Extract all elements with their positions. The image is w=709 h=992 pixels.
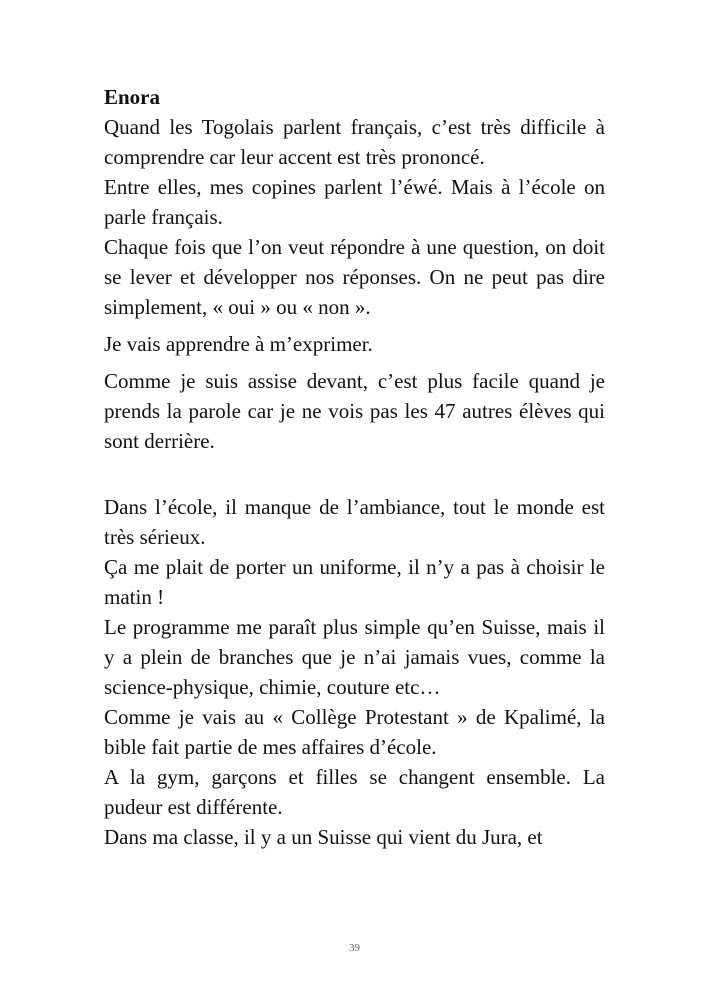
paragraph-ewe: Entre elles, mes copines parlent l’éwé. Mais à l’école on parle français. bbox=[104, 175, 605, 229]
paragraph-accent: Quand les Togolais parlent français, c’est très difficile à comprendre car leur accent est très prononcé. bbox=[104, 115, 605, 169]
paragraph-uniform: Ça me plait de porter un uniforme, il n’y a pas à choisir le matin ! bbox=[104, 555, 605, 609]
paragraph-ambiance: Dans l’école, il manque de l’ambiance, tout le monde est très sérieux. bbox=[104, 495, 605, 549]
paragraph-express: Je vais apprendre à m’exprimer. bbox=[104, 332, 373, 356]
paragraph-seat: Comme je suis assise devant, c’est plus facile quand je prends la parole car je ne vois pas les 47 autres élèves qui sont derrière. bbox=[104, 369, 605, 453]
paragraph-answers: Chaque fois que l’on veut répondre à une question, on doit se lever et développer nos réponses. On ne peut pas dire simplement, « oui » ou « non ». bbox=[104, 235, 605, 319]
section-heading: Enora bbox=[104, 85, 161, 109]
paragraph-programme: Le programme me paraît plus simple qu’en Suisse, mais il y a plein de branches que je n’ai jamais vues, comme la science-physique, chimie, couture etc… bbox=[104, 615, 605, 699]
document-page bbox=[104, 82, 605, 852]
paragraph-college: Comme je vais au « Collège Protestant » de Kpalimé, la bible fait partie de mes affaires d’école. bbox=[104, 705, 605, 759]
page-number: 39 bbox=[349, 942, 360, 954]
paragraph-gym: A la gym, garçons et filles se changent ensemble. La pudeur est différente. bbox=[104, 765, 605, 819]
paragraph-jura: Dans ma classe, il y a un Suisse qui vient du Jura, et bbox=[104, 825, 543, 849]
